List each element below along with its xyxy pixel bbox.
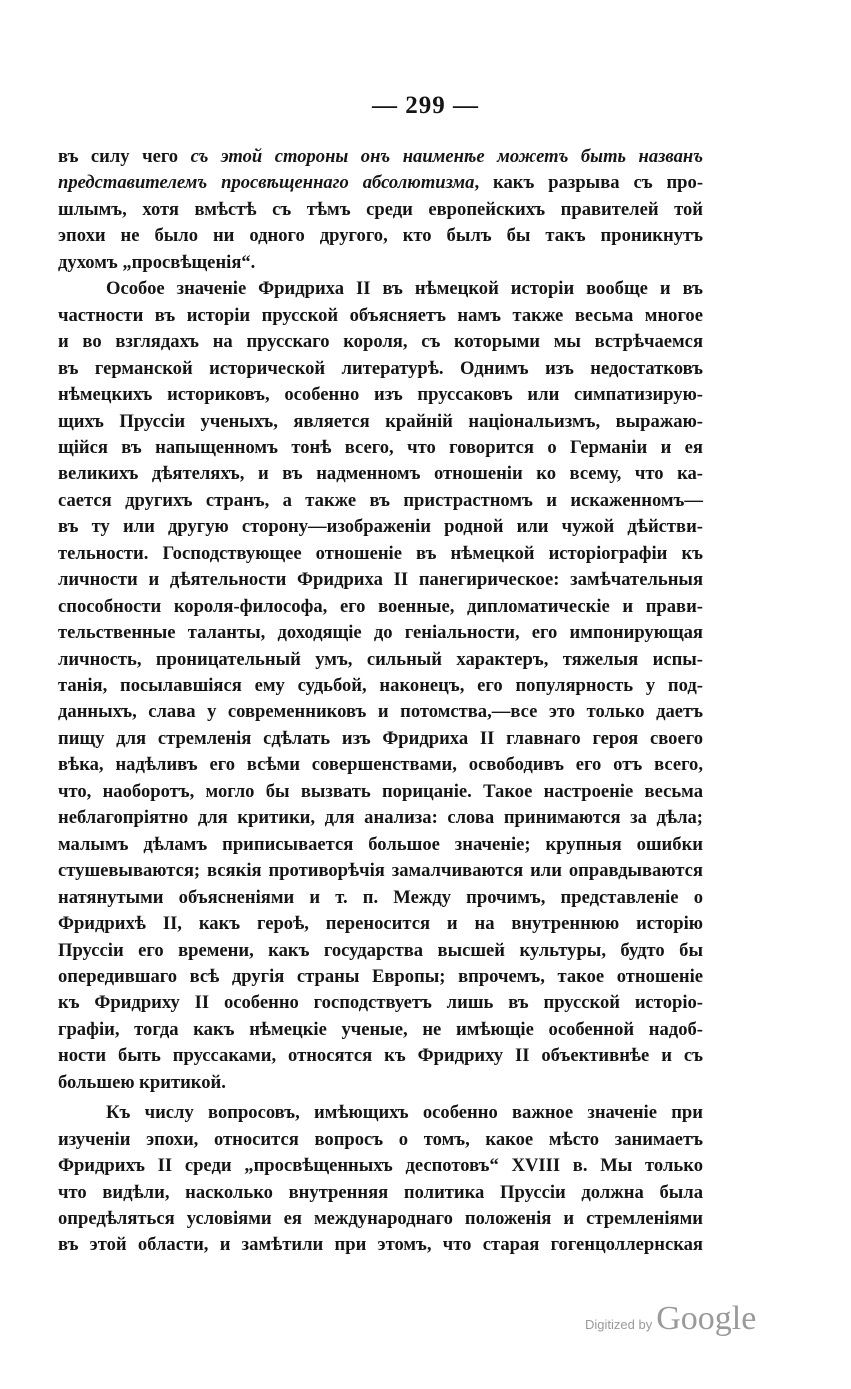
text-run: Пруссіи его времени, какъ государства высшей культуры, будто бы bbox=[58, 939, 703, 961]
text-line bbox=[58, 991, 703, 1015]
google-watermark bbox=[585, 1300, 756, 1338]
text-line bbox=[58, 568, 703, 592]
text-run: малымъ дѣламъ приписывается большое значеніе; крупныя ошибки bbox=[58, 833, 703, 855]
text-line bbox=[58, 224, 703, 248]
text-line bbox=[58, 886, 703, 910]
text-line bbox=[58, 489, 703, 513]
text-run: личность, проницательный умъ, сильный характеръ, тяжелыя испы- bbox=[58, 648, 703, 670]
text-line bbox=[58, 515, 703, 539]
text-line bbox=[58, 595, 703, 619]
text-run: тельности. Господствующее отношеніе въ нѣмецкой исторіографіи къ bbox=[58, 542, 703, 564]
text-line bbox=[58, 727, 703, 751]
text-run: Къ числу вопросовъ, имѣющихъ особенно важное значеніе при bbox=[106, 1102, 703, 1124]
text-run: въ этой области, и замѣтили при этомъ, что старая гогенцоллернская bbox=[58, 1234, 703, 1256]
text-line bbox=[58, 330, 703, 354]
text-run: опредѣляться условіями ея международнаго положенія и стремленіями bbox=[58, 1208, 703, 1229]
watermark-google-logo: Google bbox=[656, 1300, 757, 1337]
text-line bbox=[58, 436, 703, 460]
text-run: щійся въ напыщенномъ тонѣ всего, что говорится о Германіи и ея bbox=[58, 436, 703, 458]
text-line bbox=[58, 1071, 703, 1095]
text-line bbox=[58, 198, 703, 222]
text-run: танія, посылавшіяся ему судьбой, наконецъ, его популярность у под- bbox=[58, 675, 703, 696]
text-line bbox=[58, 700, 703, 724]
text-run: опередившаго всѣ другія страны Европы; впрочемъ, такое отношеніе bbox=[58, 965, 703, 987]
text-run: къ Фридриху II особенно господствуетъ лишь въ прусской исторіо- bbox=[58, 992, 703, 1014]
text-run: въ ту или другую сторону—изображеніи родной или чужой дѣйстви- bbox=[58, 516, 703, 538]
text-line bbox=[58, 1233, 703, 1257]
text-line bbox=[58, 145, 703, 169]
text-line bbox=[58, 780, 703, 804]
text-run: большею критикой. bbox=[58, 1071, 226, 1093]
text-line bbox=[58, 1207, 703, 1231]
text-run: , какъ разрыва съ про- bbox=[474, 172, 704, 194]
text-line bbox=[58, 171, 703, 195]
text-line bbox=[58, 674, 703, 698]
text-run: способности короля-философа, его военные, дипломатическіе и прави- bbox=[58, 595, 703, 617]
text-run: личности и дѣятельности Фридриха II панегирическое: замѣчательныя bbox=[58, 569, 703, 591]
text-line bbox=[58, 383, 703, 407]
text-run: шлымъ, хотя вмѣстѣ съ тѣмъ среди европейскихъ правителей той bbox=[58, 198, 703, 220]
text-line bbox=[58, 833, 703, 857]
text-run: неблагопріятно для критики, для анализа: слова принимаются за дѣла; bbox=[58, 807, 703, 829]
text-line bbox=[106, 1101, 703, 1125]
text-run: Фридрихъ II среди „просвѣщенныхъ деспотовъ“ XVIII в. Мы только bbox=[58, 1155, 703, 1177]
text-line bbox=[58, 806, 703, 830]
text-line bbox=[58, 1044, 703, 1068]
text-run: графіи, тогда какъ нѣмецкіе ученые, не имѣющіе особенной надоб- bbox=[58, 1018, 703, 1040]
italic-phrase: представителемъ просвѣщеннаго абсолютизма bbox=[58, 172, 475, 194]
text-run: что, наоборотъ, могло бы вызвать порицаніе. Такое настроеніе весьма bbox=[58, 780, 703, 802]
page-number: — 299 — bbox=[372, 92, 479, 119]
text-run: духомъ „просвѣщенія“. bbox=[58, 251, 256, 273]
text-run: Фридрихѣ II, какъ героѣ, переносится и на внутреннюю исторію bbox=[58, 913, 703, 935]
text-line bbox=[58, 1181, 703, 1205]
text-line bbox=[58, 1018, 703, 1042]
text-line bbox=[58, 912, 703, 936]
text-line bbox=[106, 277, 703, 301]
text-line bbox=[58, 859, 703, 883]
text-line bbox=[58, 1128, 703, 1152]
text-run: щихъ Пруссіи ученыхъ, является крайній національизмъ, выражаю- bbox=[58, 410, 703, 432]
text-line bbox=[58, 410, 703, 434]
text-line bbox=[58, 939, 703, 963]
text-line bbox=[58, 1154, 703, 1178]
text-line bbox=[58, 753, 703, 777]
text-line bbox=[58, 251, 703, 275]
text-run: и во взглядахъ на прусскаго короля, съ которыми мы встрѣчаемся bbox=[58, 331, 703, 353]
text-line bbox=[58, 542, 703, 566]
text-line bbox=[58, 462, 703, 486]
text-run: нѣмецкихъ историковъ, особенно изъ пруссаковъ или симпатизирую- bbox=[58, 384, 703, 406]
text-run: натянутыми объясненіями и т. п. Между прочимъ, представленіе о bbox=[58, 886, 703, 908]
text-run: сается другихъ странъ, а также въ пристрастномъ и искаженномъ— bbox=[58, 489, 703, 511]
text-run: частности въ исторіи прусской объясняетъ намъ также весьма многое bbox=[58, 304, 703, 326]
italic-phrase: съ этой стороны онъ наименѣе можетъ быть названъ bbox=[190, 146, 704, 167]
text-run: великихъ дѣятеляхъ, и въ надменномъ отношеніи ко всему, что ка- bbox=[58, 463, 703, 485]
text-run: данныхъ, слава у современниковъ и потомства,—все это только даетъ bbox=[58, 701, 703, 723]
text-run: вѣка, надѣливъ его всѣми совершенствами, освободивъ его отъ всего, bbox=[58, 754, 703, 776]
text-run: пищу для стремленія сдѣлать изъ Фридриха II главнаго героя своего bbox=[58, 727, 703, 749]
text-run: ности быть пруссаками, относятся къ Фридриху II объективнѣе и съ bbox=[58, 1045, 703, 1067]
text-run: эпохи не было ни одного другого, кто былъ бы такъ проникнутъ bbox=[58, 225, 703, 247]
watermark-digitized-by: Digitized by bbox=[585, 1317, 653, 1332]
text-line bbox=[58, 648, 703, 672]
text-run: изученіи эпохи, относится вопросъ о томъ, какое мѣсто занимаетъ bbox=[58, 1128, 703, 1150]
text-run: тельственные таланты, доходящіе до геніальности, его импонирующая bbox=[58, 622, 703, 644]
text-line bbox=[58, 357, 703, 381]
text-run: стушевываются; всякія противорѣчія замалчиваются или оправдываются bbox=[58, 860, 703, 882]
text-line bbox=[58, 965, 703, 989]
text-run: что видѣли, насколько внутренняя политика Пруссіи должна была bbox=[58, 1181, 703, 1203]
text-line bbox=[58, 304, 703, 328]
text-run: въ силу чего bbox=[58, 146, 191, 167]
text-run: въ германской исторической литературѣ. Однимъ изъ недостатковъ bbox=[58, 357, 703, 379]
text-run: Особое значеніе Фридриха II въ нѣмецкой исторіи вообще и въ bbox=[106, 278, 703, 300]
text-line bbox=[58, 621, 703, 645]
